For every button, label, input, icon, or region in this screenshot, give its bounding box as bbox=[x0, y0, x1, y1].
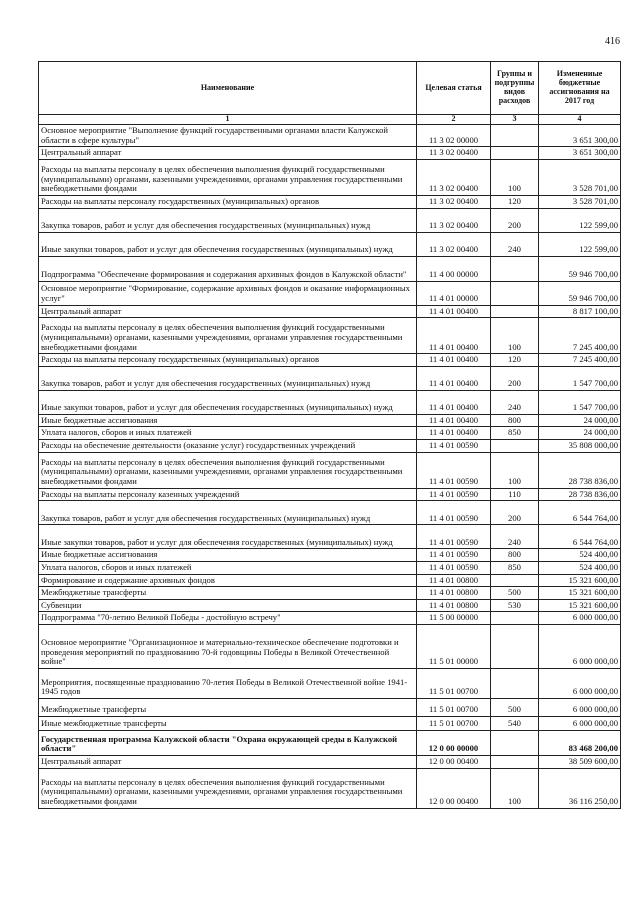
table-row bbox=[39, 281, 621, 305]
row-expense-group bbox=[491, 440, 539, 453]
table-row bbox=[39, 574, 621, 587]
row-expense-group: 540 bbox=[491, 717, 539, 731]
row-name: Закупка товаров, работ и услуг для обеспечения государственных (муниципальных) нужд bbox=[39, 366, 417, 390]
row-name: Подпрограмма "Обеспечение формирования и содержания архивных фондов в Калужской области" bbox=[39, 256, 417, 281]
table-row bbox=[39, 414, 621, 427]
table-row bbox=[39, 549, 621, 562]
table-row bbox=[39, 440, 621, 453]
row-name: Уплата налогов, сборов и иных платежей bbox=[39, 561, 417, 574]
table-row bbox=[39, 147, 621, 160]
row-target-article: 11 4 01 00800 bbox=[417, 587, 491, 600]
row-name: Центральный аппарат bbox=[39, 305, 417, 318]
table-row bbox=[39, 159, 621, 195]
row-expense-group: 800 bbox=[491, 414, 539, 427]
row-name: Основное мероприятие "Формирование, содержание архивных фондов и оказание информационных услуг" bbox=[39, 281, 417, 305]
row-name: Межбюджетные трансферты bbox=[39, 699, 417, 717]
table-body bbox=[39, 125, 621, 809]
row-target-article: 11 3 02 00400 bbox=[417, 159, 491, 195]
row-expense-group: 240 bbox=[491, 525, 539, 549]
table-header-row bbox=[39, 62, 621, 115]
row-name: Расходы на выплаты персоналу казенных учреждений bbox=[39, 488, 417, 501]
row-target-article: 11 4 01 00400 bbox=[417, 305, 491, 318]
row-expense-group bbox=[491, 731, 539, 756]
table-row bbox=[39, 318, 621, 354]
row-name: Иные закупки товаров, работ и услуг для обеспечения государственных (муниципальных) нужд bbox=[39, 232, 417, 256]
row-expense-group: 500 bbox=[491, 699, 539, 717]
row-amount: 6 544 764,00 bbox=[539, 501, 621, 525]
row-expense-group: 120 bbox=[491, 354, 539, 367]
table-row bbox=[39, 354, 621, 367]
table-row bbox=[39, 452, 621, 488]
header-expense-group: Группы и подгруппы видов расходов bbox=[491, 62, 539, 115]
column-number: 4 bbox=[539, 115, 621, 125]
row-amount: 83 468 200,00 bbox=[539, 731, 621, 756]
row-target-article: 11 4 01 00400 bbox=[417, 354, 491, 367]
row-amount: 6 000 000,00 bbox=[539, 717, 621, 731]
row-target-article: 11 5 01 00000 bbox=[417, 625, 491, 669]
row-target-article: 11 4 01 00800 bbox=[417, 599, 491, 612]
row-target-article: 11 4 01 00590 bbox=[417, 488, 491, 501]
row-target-article: 11 4 01 00590 bbox=[417, 440, 491, 453]
row-name: Государственная программа Калужской области "Охрана окружающей среды в Калужской области" bbox=[39, 731, 417, 756]
table-row bbox=[39, 501, 621, 525]
table-row bbox=[39, 305, 621, 318]
row-amount: 24 000,00 bbox=[539, 414, 621, 427]
row-expense-group bbox=[491, 669, 539, 699]
table-row bbox=[39, 625, 621, 669]
row-amount: 15 321 600,00 bbox=[539, 599, 621, 612]
row-amount: 15 321 600,00 bbox=[539, 587, 621, 600]
row-name: Иные межбюджетные трансферты bbox=[39, 717, 417, 731]
column-number: 2 bbox=[417, 115, 491, 125]
row-expense-group: 240 bbox=[491, 390, 539, 414]
table-row bbox=[39, 669, 621, 699]
row-amount: 122 599,00 bbox=[539, 208, 621, 232]
column-number-row bbox=[39, 115, 621, 125]
row-amount: 3 528 701,00 bbox=[539, 159, 621, 195]
table-row bbox=[39, 366, 621, 390]
row-expense-group: 200 bbox=[491, 366, 539, 390]
table-row bbox=[39, 195, 621, 208]
row-target-article: 11 3 02 00400 bbox=[417, 208, 491, 232]
column-number: 1 bbox=[39, 115, 417, 125]
row-amount: 8 817 100,00 bbox=[539, 305, 621, 318]
column-number: 3 bbox=[491, 115, 539, 125]
row-name: Расходы на обеспечение деятельности (оказание услуг) государственных учреждений bbox=[39, 440, 417, 453]
row-expense-group bbox=[491, 756, 539, 769]
row-expense-group bbox=[491, 625, 539, 669]
row-amount: 59 946 700,00 bbox=[539, 281, 621, 305]
row-name: Расходы на выплаты персоналу государственных (муниципальных) органов bbox=[39, 195, 417, 208]
row-amount: 3 651 300,00 bbox=[539, 147, 621, 160]
header-name: Наименование bbox=[39, 62, 417, 115]
row-expense-group: 530 bbox=[491, 599, 539, 612]
table-row bbox=[39, 612, 621, 625]
row-expense-group: 850 bbox=[491, 561, 539, 574]
row-target-article: 11 4 01 00400 bbox=[417, 318, 491, 354]
table-row bbox=[39, 599, 621, 612]
table-row bbox=[39, 232, 621, 256]
row-expense-group: 500 bbox=[491, 587, 539, 600]
row-name: Иные бюджетные ассигнования bbox=[39, 414, 417, 427]
row-expense-group: 100 bbox=[491, 318, 539, 354]
row-target-article: 11 4 01 00800 bbox=[417, 574, 491, 587]
row-expense-group: 110 bbox=[491, 488, 539, 501]
row-expense-group bbox=[491, 281, 539, 305]
row-target-article: 11 5 01 00700 bbox=[417, 699, 491, 717]
row-name: Расходы на выплаты персоналу в целях обеспечения выполнения функций государственными (муниципальными) органами, казенными учреждениями, органами управления государственными внебюджетными фондами bbox=[39, 768, 417, 808]
table-row bbox=[39, 768, 621, 808]
row-name: Центральный аппарат bbox=[39, 756, 417, 769]
table-row bbox=[39, 208, 621, 232]
row-name: Формирование и содержание архивных фондов bbox=[39, 574, 417, 587]
row-target-article: 11 3 02 00000 bbox=[417, 125, 491, 147]
row-expense-group bbox=[491, 125, 539, 147]
row-name: Подпрограмма "70-летию Великой Победы - достойную встречу" bbox=[39, 612, 417, 625]
row-target-article: 12 0 00 00400 bbox=[417, 756, 491, 769]
row-expense-group bbox=[491, 147, 539, 160]
row-target-article: 11 5 00 00000 bbox=[417, 612, 491, 625]
row-name: Уплата налогов, сборов и иных платежей bbox=[39, 427, 417, 440]
table-row bbox=[39, 390, 621, 414]
row-amount: 1 547 700,00 bbox=[539, 390, 621, 414]
row-target-article: 11 5 01 00700 bbox=[417, 669, 491, 699]
row-target-article: 11 4 01 00590 bbox=[417, 452, 491, 488]
row-amount: 24 000,00 bbox=[539, 427, 621, 440]
row-expense-group: 850 bbox=[491, 427, 539, 440]
row-expense-group: 240 bbox=[491, 232, 539, 256]
row-name: Мероприятия, посвященные празднованию 70-летия Победы в Великой Отечественной войне 1941-1945 годов bbox=[39, 669, 417, 699]
row-target-article: 11 4 01 00400 bbox=[417, 366, 491, 390]
row-target-article: 11 3 02 00400 bbox=[417, 195, 491, 208]
row-expense-group: 100 bbox=[491, 452, 539, 488]
page-number: 416 bbox=[605, 36, 620, 47]
row-name: Субвенции bbox=[39, 599, 417, 612]
row-name: Основное мероприятие "Выполнение функций государственными органами власти Калужской области в сфере культуры" bbox=[39, 125, 417, 147]
header-amount: Изменениые бюджетные ассигнования на 2017 год bbox=[539, 62, 621, 115]
row-amount: 3 528 701,00 bbox=[539, 195, 621, 208]
row-expense-group: 800 bbox=[491, 549, 539, 562]
row-target-article: 11 4 01 00400 bbox=[417, 390, 491, 414]
row-amount: 28 738 836,00 bbox=[539, 452, 621, 488]
row-amount: 28 738 836,00 bbox=[539, 488, 621, 501]
table-row bbox=[39, 756, 621, 769]
row-name: Расходы на выплаты персоналу государственных (муниципальных) органов bbox=[39, 354, 417, 367]
row-target-article: 12 0 00 00400 bbox=[417, 768, 491, 808]
row-target-article: 11 4 01 00590 bbox=[417, 501, 491, 525]
row-target-article: 12 0 00 00000 bbox=[417, 731, 491, 756]
table-row bbox=[39, 561, 621, 574]
table-row bbox=[39, 587, 621, 600]
row-name: Расходы на выплаты персоналу в целях обеспечения выполнения функций государственными (муниципальными) органами, казенными учреждениями, органами управления государственными внебюджетными фондами bbox=[39, 452, 417, 488]
row-amount: 1 547 700,00 bbox=[539, 366, 621, 390]
row-amount: 6 000 000,00 bbox=[539, 612, 621, 625]
row-expense-group bbox=[491, 574, 539, 587]
table-row bbox=[39, 125, 621, 147]
row-name: Расходы на выплаты персоналу в целях обеспечения выполнения функций государственными (муниципальными) органами, казенными учреждениями, органами управления государственными внебюджетными фондами bbox=[39, 159, 417, 195]
row-expense-group: 200 bbox=[491, 208, 539, 232]
row-amount: 7 245 400,00 bbox=[539, 318, 621, 354]
row-target-article: 11 4 01 00590 bbox=[417, 561, 491, 574]
row-name: Иные бюджетные ассигнования bbox=[39, 549, 417, 562]
table-row bbox=[39, 488, 621, 501]
row-name: Иные закупки товаров, работ и услуг для обеспечения государственных (муниципальных) нужд bbox=[39, 390, 417, 414]
table-row bbox=[39, 717, 621, 731]
row-amount: 15 321 600,00 bbox=[539, 574, 621, 587]
row-expense-group bbox=[491, 256, 539, 281]
row-expense-group: 200 bbox=[491, 501, 539, 525]
row-amount: 6 000 000,00 bbox=[539, 699, 621, 717]
row-name: Центральный аппарат bbox=[39, 147, 417, 160]
row-amount: 6 000 000,00 bbox=[539, 625, 621, 669]
row-name: Иные закупки товаров, работ и услуг для обеспечения государственных (муниципальных) нужд bbox=[39, 525, 417, 549]
row-amount: 35 808 000,00 bbox=[539, 440, 621, 453]
row-expense-group bbox=[491, 612, 539, 625]
row-name: Межбюджетные трансферты bbox=[39, 587, 417, 600]
row-amount: 59 946 700,00 bbox=[539, 256, 621, 281]
row-amount: 7 245 400,00 bbox=[539, 354, 621, 367]
table-row bbox=[39, 256, 621, 281]
table-row bbox=[39, 427, 621, 440]
table-row bbox=[39, 699, 621, 717]
row-target-article: 11 4 01 00590 bbox=[417, 525, 491, 549]
row-name: Закупка товаров, работ и услуг для обеспечения государственных (муниципальных) нужд bbox=[39, 208, 417, 232]
row-expense-group: 100 bbox=[491, 768, 539, 808]
row-target-article: 11 3 02 00400 bbox=[417, 147, 491, 160]
table-row bbox=[39, 525, 621, 549]
row-expense-group bbox=[491, 305, 539, 318]
budget-table bbox=[38, 61, 621, 809]
row-expense-group: 120 bbox=[491, 195, 539, 208]
row-target-article: 11 3 02 00400 bbox=[417, 232, 491, 256]
row-target-article: 11 4 01 00590 bbox=[417, 549, 491, 562]
row-amount: 36 116 250,00 bbox=[539, 768, 621, 808]
row-name: Расходы на выплаты персоналу в целях обеспечения выполнения функций государственными (муниципальными) органами, казенными учреждениями, органами управления государственными внебюджетными фондами bbox=[39, 318, 417, 354]
row-amount: 122 599,00 bbox=[539, 232, 621, 256]
row-target-article: 11 4 00 00000 bbox=[417, 256, 491, 281]
row-amount: 524 400,00 bbox=[539, 549, 621, 562]
row-name: Закупка товаров, работ и услуг для обеспечения государственных (муниципальных) нужд bbox=[39, 501, 417, 525]
table-row bbox=[39, 731, 621, 756]
row-target-article: 11 4 01 00400 bbox=[417, 414, 491, 427]
row-target-article: 11 4 01 00000 bbox=[417, 281, 491, 305]
row-amount: 6 000 000,00 bbox=[539, 669, 621, 699]
row-name: Основное мероприятие "Организационное и материально-техническое обеспечение подготовки и проведения мероприятий по празднованию 70-й годовщины Победы в Великой Отечественной войне" bbox=[39, 625, 417, 669]
row-amount: 38 509 600,00 bbox=[539, 756, 621, 769]
row-amount: 524 400,00 bbox=[539, 561, 621, 574]
row-amount: 3 651 300,00 bbox=[539, 125, 621, 147]
row-amount: 6 544 764,00 bbox=[539, 525, 621, 549]
header-target-article: Целевая статья bbox=[417, 62, 491, 115]
row-expense-group: 100 bbox=[491, 159, 539, 195]
row-target-article: 11 5 01 00700 bbox=[417, 717, 491, 731]
row-target-article: 11 4 01 00400 bbox=[417, 427, 491, 440]
